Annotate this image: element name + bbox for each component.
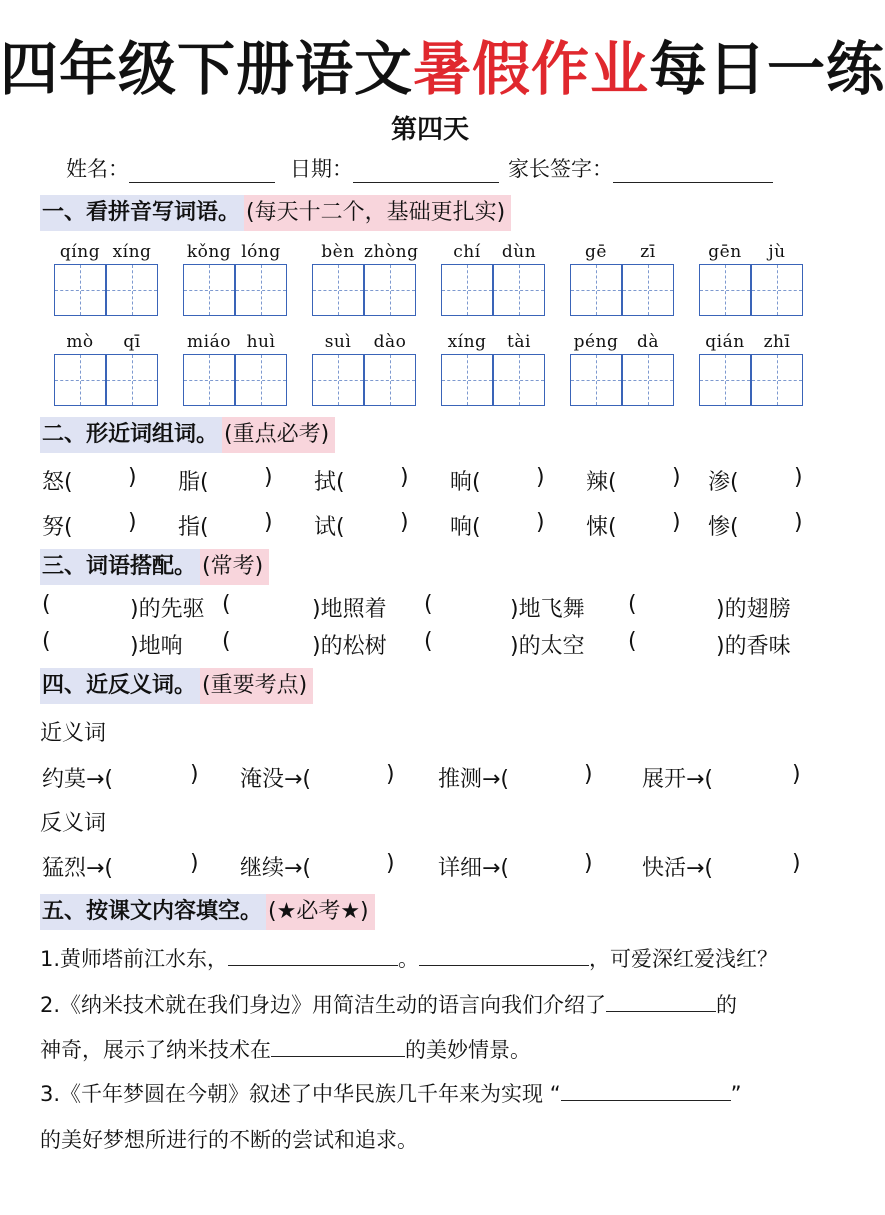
synonym-word: 推测→( [438, 767, 510, 792]
title-highlight: 暑假作业 [413, 35, 650, 103]
match-open-paren: ( [424, 629, 433, 654]
section5-note: (★必考★) [266, 894, 375, 930]
antonym-word: 快活→( [642, 856, 714, 881]
pinyin-label: zhī [763, 332, 791, 352]
section4-title: 四、近反义词。 [40, 668, 200, 704]
fill-line-4 [40, 1078, 741, 1108]
fill-1-blank-b[interactable] [419, 945, 589, 966]
writing-box[interactable] [364, 264, 416, 316]
match-phrase: )的松树 [312, 634, 387, 659]
match-blank[interactable] [438, 629, 508, 657]
section3-header [40, 549, 269, 585]
close-paren: ) [794, 510, 803, 535]
fill-2-text-b: 的 [716, 993, 738, 1017]
close-paren: ) [264, 510, 273, 535]
pinyin-label: qī [123, 332, 141, 352]
similar-word-blank[interactable] [362, 510, 402, 538]
pinyin-label: kǒng [186, 242, 232, 262]
close-paren: ) [792, 851, 801, 876]
close-paren: ) [792, 762, 801, 787]
writing-box[interactable] [570, 354, 622, 406]
pinyin-label: suì [324, 332, 352, 352]
pinyin-label: qíng [59, 242, 101, 262]
match-blank[interactable] [236, 629, 306, 657]
fill-line-5: 的美好梦想所进行的不断的尝试和追求。 [40, 1128, 418, 1152]
close-paren: ) [128, 465, 137, 490]
section1-header [40, 195, 511, 231]
antonym-word: 继续→( [240, 856, 312, 881]
match-phrase: )的香味 [716, 634, 791, 659]
antonym-blank[interactable] [134, 851, 186, 879]
pinyin-label: bèn [321, 242, 355, 262]
match-phrase: )地飞舞 [510, 597, 585, 622]
match-open-paren: ( [628, 629, 637, 654]
pinyin-word-8 [183, 332, 299, 416]
synonym-word: 约莫→( [42, 767, 114, 792]
match-phrase: )地照着 [312, 597, 387, 622]
pinyin-label: zhòng [364, 242, 419, 262]
pinyin-label: miáo [187, 332, 231, 352]
writing-box[interactable] [699, 264, 751, 316]
writing-box[interactable] [312, 354, 364, 406]
pinyin-label: xíng [447, 332, 487, 352]
close-paren: ) [264, 465, 273, 490]
pinyin-label: gēn [708, 242, 742, 262]
fill-line-2 [40, 989, 737, 1019]
similar-word-char: 辣( [586, 470, 617, 495]
writing-box[interactable] [493, 354, 545, 406]
match-blank[interactable] [56, 629, 126, 657]
similar-word-blank[interactable] [498, 465, 538, 493]
pinyin-label: mò [66, 332, 94, 352]
synonym-blank[interactable] [530, 762, 580, 790]
section1-title: 一、看拼音写词语。 [40, 195, 244, 231]
pinyin-word-7 [54, 332, 170, 416]
fill-4-text-a: 3.《千年梦圆在今朝》叙述了中华民族几千年来为实现 “ [40, 1082, 561, 1106]
fill-line-1 [40, 943, 778, 973]
pinyin-word-3 [312, 242, 428, 326]
pinyin-label: gē [585, 242, 607, 262]
similar-word-char: 渗( [708, 470, 739, 495]
antonym-word: 详细→( [438, 856, 510, 881]
similar-word-char: 脂( [178, 470, 209, 495]
close-paren: ) [128, 510, 137, 535]
synonym-blank[interactable] [134, 762, 186, 790]
fill-4-text-b: ” [730, 1082, 742, 1106]
writing-box[interactable] [54, 354, 106, 406]
pinyin-label: dùn [501, 242, 537, 262]
synonym-word: 淹没→( [240, 767, 312, 792]
similar-word-blank[interactable] [226, 465, 266, 493]
similar-word-char: 惨( [708, 515, 739, 540]
similar-word-char: 怒( [42, 470, 73, 495]
pinyin-label: zī [640, 242, 656, 262]
name-field [66, 153, 275, 183]
writing-box[interactable] [441, 354, 493, 406]
pinyin-label: tài [507, 332, 531, 352]
title-part-1: 四年级下册语文 [0, 35, 414, 103]
pinyin-label: xíng [112, 242, 152, 262]
close-paren: ) [190, 851, 199, 876]
similar-word-blank[interactable] [90, 510, 130, 538]
fill-4-blank[interactable] [561, 1080, 731, 1101]
pinyin-word-9 [312, 332, 428, 416]
section1-note: (每天十二个，基础更扎实) [244, 195, 511, 231]
similar-word-blank[interactable] [498, 510, 538, 538]
close-paren: ) [190, 762, 199, 787]
match-phrase: )地响 [130, 634, 183, 659]
section3-title: 三、词语搭配。 [40, 549, 200, 585]
similar-word-char: 响( [450, 515, 481, 540]
match-blank[interactable] [438, 592, 508, 620]
similar-word-blank[interactable] [90, 465, 130, 493]
close-paren: ) [584, 762, 593, 787]
fill-3-text-a: 神奇，展示了纳米技术在 [40, 1038, 271, 1062]
pinyin-label: dào [373, 332, 407, 352]
match-blank[interactable] [56, 592, 126, 620]
synonym-blank[interactable] [332, 762, 382, 790]
pinyin-word-12 [699, 332, 815, 416]
pinyin-label: dà [636, 332, 660, 352]
match-phrase: )的太空 [510, 634, 585, 659]
writing-box[interactable] [106, 354, 158, 406]
writing-box[interactable] [622, 354, 674, 406]
close-paren: ) [386, 851, 395, 876]
writing-box[interactable] [751, 264, 803, 316]
writing-box[interactable] [235, 264, 287, 316]
name-label: 姓名： [66, 157, 129, 181]
antonym-blank[interactable] [734, 851, 788, 879]
section5-header [40, 894, 375, 930]
pinyin-label: huì [246, 332, 276, 352]
pinyin-word-5 [570, 242, 686, 326]
name-blank[interactable] [129, 160, 275, 183]
fill-3-text-b: 的美妙情景。 [405, 1038, 531, 1062]
antonym-label: 反义词 [40, 811, 107, 836]
fill-3-blank[interactable] [271, 1036, 405, 1057]
match-blank[interactable] [236, 592, 306, 620]
writing-box[interactable] [183, 264, 235, 316]
parent-label: 家长签字： [508, 157, 613, 181]
antonym-blank[interactable] [530, 851, 580, 879]
similar-word-blank[interactable] [634, 465, 674, 493]
match-open-paren: ( [42, 592, 51, 617]
similar-word-blank[interactable] [634, 510, 674, 538]
fill-1-text-b: 。 [398, 947, 420, 971]
pinyin-word-6 [699, 242, 815, 326]
writing-box[interactable] [54, 264, 106, 316]
similar-word-blank[interactable] [756, 465, 796, 493]
writing-box[interactable] [493, 264, 545, 316]
date-blank[interactable] [353, 160, 499, 183]
close-paren: ) [584, 851, 593, 876]
fill-line-3 [40, 1034, 531, 1064]
match-open-paren: ( [424, 592, 433, 617]
writing-box[interactable] [622, 264, 674, 316]
writing-box[interactable] [699, 354, 751, 406]
similar-word-blank[interactable] [756, 510, 796, 538]
similar-word-char: 晌( [450, 470, 481, 495]
writing-box[interactable] [183, 354, 235, 406]
match-open-paren: ( [628, 592, 637, 617]
writing-box[interactable] [235, 354, 287, 406]
fill-1-text-c: ，可爱深红爱浅红？ [589, 947, 779, 971]
close-paren: ) [536, 465, 545, 490]
section2-note: (重点必考) [222, 417, 335, 453]
page-title [0, 34, 885, 104]
writing-box[interactable] [312, 264, 364, 316]
day-label: 第四天 [390, 115, 469, 145]
pinyin-label: qián [705, 332, 745, 352]
similar-word-blank[interactable] [362, 465, 402, 493]
parent-blank[interactable] [613, 160, 773, 183]
fill-1-text-a: 1.黄师塔前江水东， [40, 947, 229, 971]
similar-word-char: 拭( [314, 470, 345, 495]
similar-word-char: 试( [314, 515, 345, 540]
pinyin-word-4 [441, 242, 557, 326]
antonym-word: 猛烈→( [42, 856, 114, 881]
fill-2-text-a: 2.《纳米技术就在我们身边》用简洁生动的语言向我们介绍了 [40, 993, 607, 1017]
section4-header [40, 668, 313, 704]
match-blank[interactable] [642, 629, 712, 657]
antonym-blank[interactable] [332, 851, 382, 879]
writing-box[interactable] [570, 264, 622, 316]
close-paren: ) [672, 465, 681, 490]
similar-word-blank[interactable] [226, 510, 266, 538]
match-open-paren: ( [42, 629, 51, 654]
section2-header [40, 417, 335, 453]
writing-box[interactable] [441, 264, 493, 316]
similar-word-char: 努( [42, 515, 73, 540]
fill-1-blank-a[interactable] [228, 945, 398, 966]
section4-note: (重要考点) [200, 668, 313, 704]
close-paren: ) [794, 465, 803, 490]
title-part-3: 每日一练 [649, 35, 885, 103]
match-phrase: )的翅膀 [716, 597, 791, 622]
pinyin-label: lóng [241, 242, 281, 262]
fill-2-blank[interactable] [606, 991, 716, 1012]
similar-word-char: 指( [178, 515, 209, 540]
close-paren: ) [400, 510, 409, 535]
close-paren: ) [672, 510, 681, 535]
close-paren: ) [536, 510, 545, 535]
match-open-paren: ( [222, 592, 231, 617]
synonym-blank[interactable] [734, 762, 788, 790]
close-paren: ) [386, 762, 395, 787]
pinyin-word-10 [441, 332, 557, 416]
writing-box[interactable] [106, 264, 158, 316]
pinyin-label: chí [453, 242, 481, 262]
match-open-paren: ( [222, 629, 231, 654]
date-field [290, 153, 499, 183]
similar-word-char: 悚( [586, 515, 617, 540]
pinyin-word-1 [54, 242, 170, 326]
writing-box[interactable] [751, 354, 803, 406]
synonym-label: 近义词 [40, 721, 107, 746]
section2-title: 二、形近词组词。 [40, 417, 222, 453]
pinyin-word-2 [183, 242, 299, 326]
close-paren: ) [400, 465, 409, 490]
synonym-word: 展开→( [642, 767, 714, 792]
pinyin-label: jù [768, 242, 786, 262]
section3-note: (常考) [200, 549, 269, 585]
pinyin-word-11 [570, 332, 686, 416]
date-label: 日期： [290, 157, 353, 181]
writing-box[interactable] [364, 354, 416, 406]
section5-title: 五、按课文内容填空。 [40, 894, 266, 930]
match-blank[interactable] [642, 592, 712, 620]
match-phrase: )的先驱 [130, 597, 205, 622]
pinyin-label: péng [573, 332, 619, 352]
parent-field [508, 153, 773, 183]
